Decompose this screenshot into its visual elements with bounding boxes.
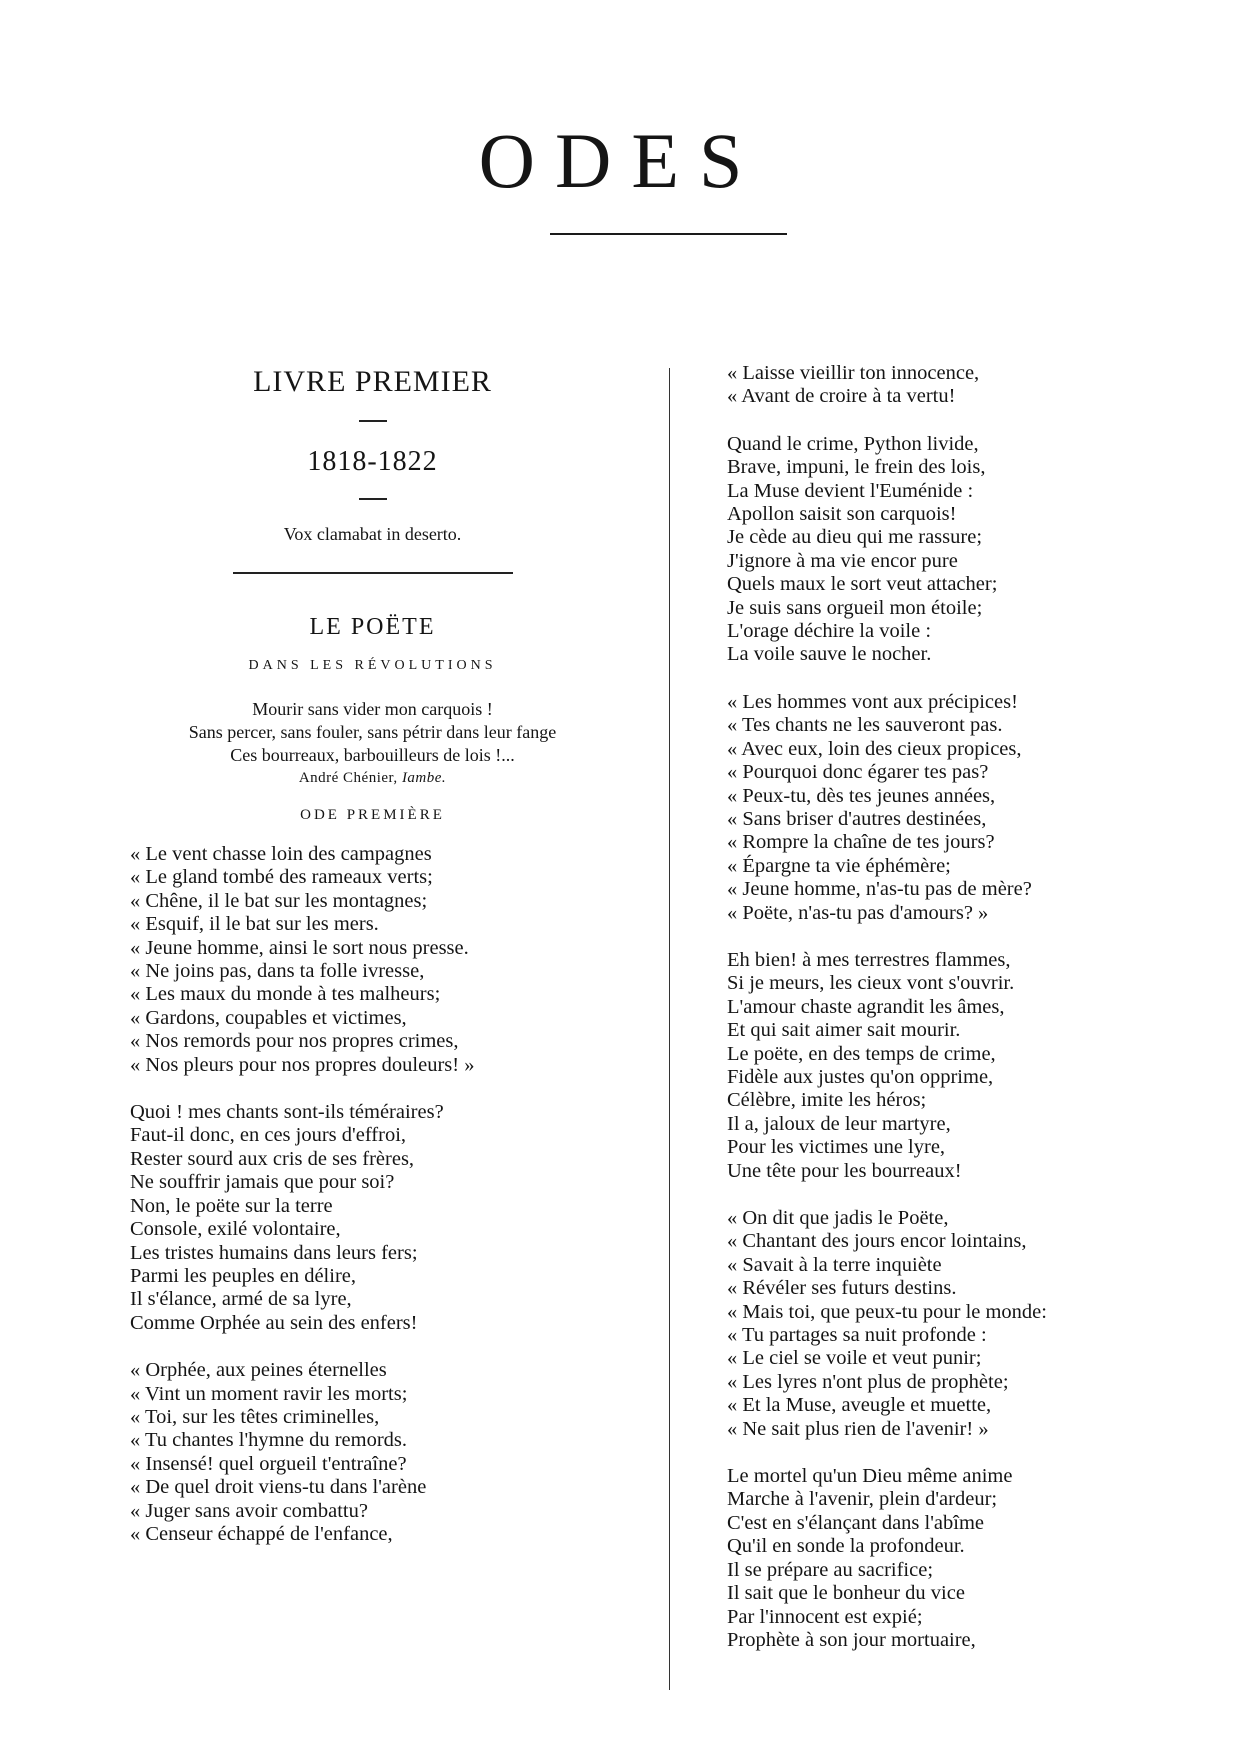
verse-line: « Pourquoi donc égarer tes pas?	[727, 761, 989, 784]
title-rule	[550, 233, 787, 235]
verse-line: Il se prépare au sacrifice;	[727, 1558, 934, 1581]
verse-line: « Ne joins pas, dans ta folle ivresse,	[130, 960, 425, 983]
verse-line: « Savait à la terre inquiète	[727, 1253, 942, 1276]
verse-line: « Insensé! quel orgueil t'entraîne?	[130, 1452, 407, 1475]
verse-line: « Censeur échappé de l'enfance,	[130, 1522, 393, 1545]
verse-line: « Avant de croire à ta vertu!	[727, 385, 956, 408]
verse-line: Une tête pour les bourreaux!	[727, 1159, 962, 1182]
verse-line: Si je meurs, les cieux vont s'ouvrir.	[727, 972, 1015, 995]
verse-line: « Le ciel se voile et veut punir;	[727, 1347, 982, 1370]
verse-line: Rester sourd aux cris de ses frères,	[130, 1147, 415, 1170]
verse-line: « Sans briser d'autres destinées,	[727, 807, 987, 830]
verse-line: Il a, jaloux de leur martyre,	[727, 1112, 951, 1135]
verse-line: « Les lyres n'ont plus de prophète;	[727, 1370, 1009, 1393]
verse-line: « Et la Muse, aveugle et muette,	[727, 1394, 992, 1417]
verse-line: « Mais toi, que peux-tu pour le monde:	[727, 1300, 1047, 1323]
epigraph-attribution	[130, 767, 615, 789]
verse-line: « Juger sans avoir combattu?	[130, 1499, 368, 1522]
verse-line: « Tu partages sa nuit profonde :	[727, 1324, 987, 1347]
verse-line: La voile sauve le nocher.	[727, 643, 932, 666]
verse-line: Et qui sait aimer sait mourir.	[727, 1019, 961, 1042]
verse-line: « Laisse vieillir ton innocence,	[727, 362, 980, 384]
verse-line: « Épargne ta vie éphémère;	[727, 854, 951, 877]
verse-line: Je suis sans orgueil mon étoile;	[727, 596, 983, 619]
epigraph-line: Mourir sans vider mon carquois !	[252, 699, 493, 719]
stanza	[130, 1101, 615, 1335]
verse-line: Quand le crime, Python livide,	[727, 432, 979, 455]
verse-line: « Avec eux, loin des cieux propices,	[727, 737, 1022, 760]
verse-line: Il s'élance, armé de sa lyre,	[130, 1288, 352, 1311]
verse-line: Célèbre, imite les héros;	[727, 1089, 927, 1112]
verse-line: « Le gland tombé des rameaux verts;	[130, 866, 433, 889]
right-column	[727, 362, 1137, 1652]
verse-line: « Gardons, coupables et victimes,	[130, 1006, 407, 1029]
verse-line: Quels maux le sort veut attacher;	[727, 573, 998, 596]
verse-line: Quoi ! mes chants sont-ils téméraires?	[130, 1101, 444, 1124]
verse-line: « On dit que jadis le Poëte,	[727, 1207, 949, 1229]
verse-line: Apollon saisit son carquois!	[727, 503, 957, 526]
verse-line: « De quel droit viens-tu dans l'arène	[130, 1476, 427, 1499]
verse-line: Parmi les peuples en délire,	[130, 1264, 357, 1287]
verse-line: « Les hommes vont aux précipices!	[727, 690, 1018, 713]
poem-title: LE POËTE	[309, 614, 436, 640]
verse-line: Non, le poëte sur la terre	[130, 1194, 333, 1217]
verse-line: J'ignore à ma vie encor pure	[727, 549, 958, 572]
epigraph-work: Iambe.	[401, 770, 447, 786]
stanza	[130, 843, 615, 1077]
verse-line: Le mortel qu'un Dieu même anime	[727, 1465, 1013, 1488]
verse-line: L'amour chaste agrandit les âmes,	[727, 995, 1005, 1018]
verse-line: Comme Orphée au sein des enfers!	[130, 1311, 418, 1334]
verse-line: Ne souffrir jamais que pour soi?	[130, 1171, 395, 1194]
stanza	[727, 433, 1137, 667]
stanza	[130, 1359, 615, 1546]
verse-line: « Jeune homme, ainsi le sort nous presse.	[130, 936, 469, 959]
epigraph-line: Sans percer, sans fouler, sans pétrir dans leur fange	[188, 722, 557, 742]
column-divider	[669, 368, 670, 1690]
verse-line: Qu'il en sonde la profondeur.	[727, 1535, 965, 1558]
verse-line: « Orphée, aux peines éternelles	[130, 1359, 387, 1382]
verse-line: Les tristes humains dans leurs fers;	[130, 1241, 418, 1264]
verse-line: Marche à l'avenir, plein d'ardeur;	[727, 1488, 998, 1511]
right-poem	[727, 362, 1137, 1652]
verse-line: « Nos pleurs pour nos propres douleurs! »	[130, 1053, 475, 1076]
ode-label: ODE PREMIÈRE	[300, 807, 445, 823]
verse-line: « Les maux du monde à tes malheurs;	[130, 983, 441, 1006]
verse-line: Pour les victimes une lyre,	[727, 1136, 946, 1159]
verse-line: « Poëte, n'as-tu pas d'amours? »	[727, 901, 989, 924]
verse-line: « Chantant des jours encor lointains,	[727, 1230, 1027, 1253]
stanza	[727, 949, 1137, 1183]
epigraph-author: André Chénier,	[298, 770, 398, 786]
stanza	[727, 362, 1137, 409]
verse-line: Je cède au dieu qui me rassure;	[727, 526, 983, 549]
verse-line: « Esquif, il le bat sur les mers.	[130, 913, 379, 936]
stanza	[727, 1465, 1137, 1652]
verse-line: « Rompre la chaîne de tes jours?	[727, 831, 995, 854]
verse-line: Il sait que le bonheur du vice	[727, 1582, 965, 1605]
poem-epigraph	[130, 698, 615, 767]
verse-line: « Chêne, il le bat sur les montagnes;	[130, 889, 428, 912]
verse-line: Prophète à son jour mortuaire,	[727, 1628, 976, 1651]
verse-line: « Ne sait plus rien de l'avenir! »	[727, 1417, 989, 1440]
page-title: ODES	[478, 117, 763, 205]
verse-line: « Tu chantes l'hymne du remords.	[130, 1429, 408, 1452]
verse-line: « Nos remords pour nos propres crimes,	[130, 1030, 459, 1053]
verse-line: L'orage déchire la voile :	[727, 620, 932, 643]
stanza	[727, 1207, 1137, 1441]
verse-line: Console, exilé volontaire,	[130, 1218, 341, 1241]
verse-line: Faut-il donc, en ces jours d'effroi,	[130, 1124, 407, 1147]
verse-line: Fidèle aux justes qu'on opprime,	[727, 1065, 994, 1088]
verse-line: « Jeune homme, n'as-tu pas de mère?	[727, 878, 1032, 901]
book-years: 1818-1822	[307, 446, 438, 477]
verse-line: C'est en s'élançant dans l'abîme	[727, 1511, 985, 1534]
verse-line: Le poëte, en des temps de crime,	[727, 1042, 996, 1065]
stanza	[727, 691, 1137, 925]
book-heading: LIVRE PREMIER	[253, 365, 492, 398]
verse-line: « Tes chants ne les sauveront pas.	[727, 714, 1003, 737]
verse-line: Par l'innocent est expié;	[727, 1605, 923, 1628]
epigraph-line: Ces bourreaux, barbouilleurs de lois !...	[230, 745, 515, 765]
left-column	[130, 362, 615, 1546]
book-epigraph: Vox clamabat in deserto.	[283, 524, 462, 544]
verse-line: « Révéler ses futurs destins.	[727, 1277, 957, 1300]
verse-line: La Muse devient l'Euménide :	[727, 479, 974, 502]
left-poem	[130, 843, 615, 1546]
verse-line: « Le vent chasse loin des campagnes	[130, 843, 432, 865]
poem-subtitle: DANS LES RÉVOLUTIONS	[248, 658, 497, 673]
verse-line: Eh bien! à mes terrestres flammes,	[727, 948, 1011, 971]
verse-line: Brave, impuni, le frein des lois,	[727, 456, 986, 479]
verse-line: « Vint un moment ravir les morts;	[130, 1382, 408, 1405]
verse-line: « Peux-tu, dès tes jeunes années,	[727, 784, 996, 807]
verse-line: « Toi, sur les têtes criminelles,	[130, 1405, 380, 1428]
